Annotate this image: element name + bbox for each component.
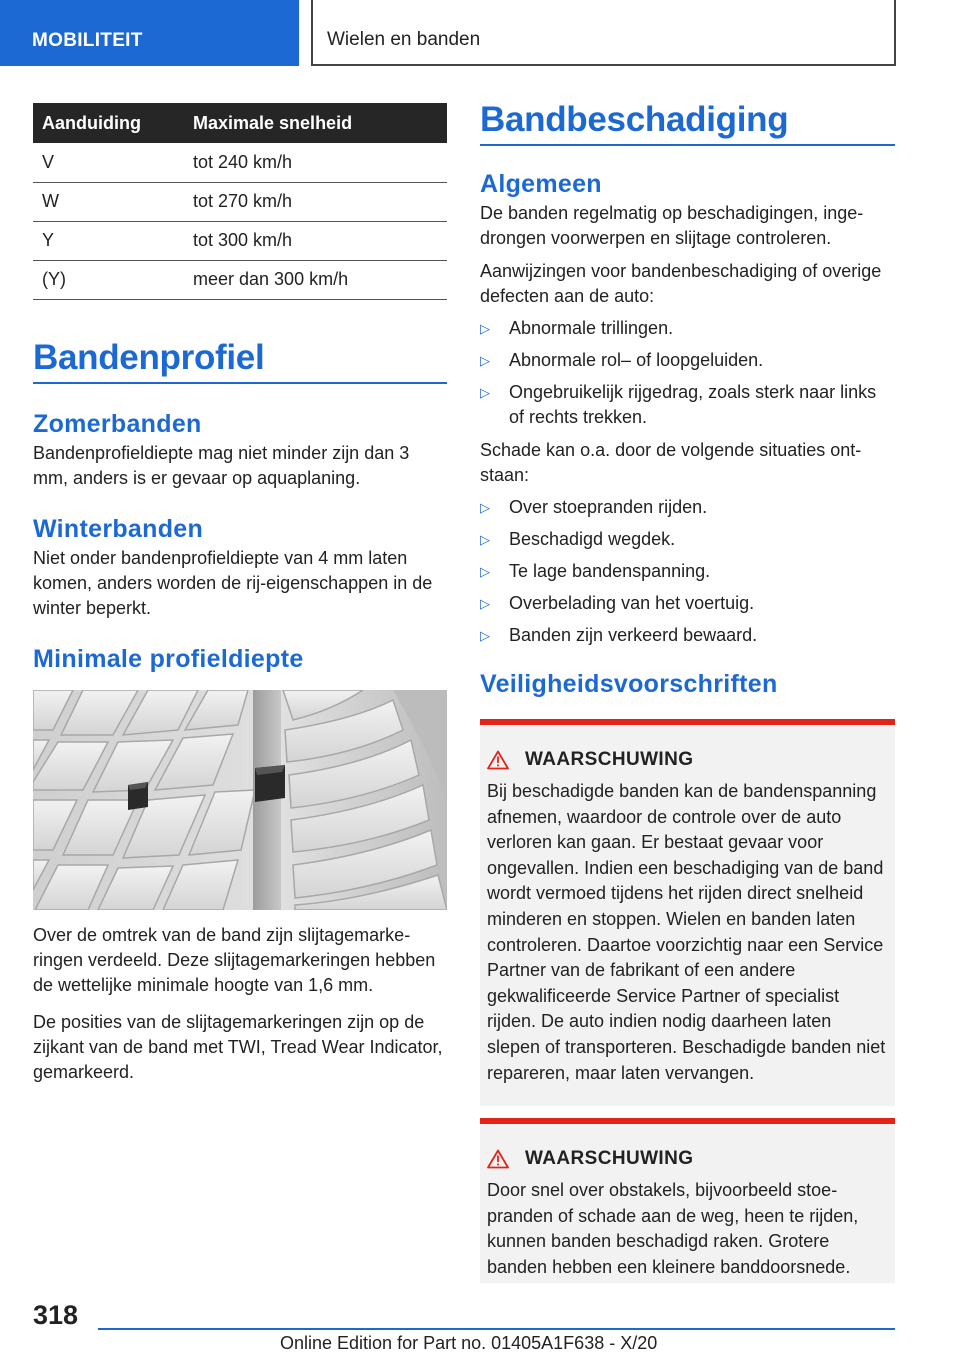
triangle-right-icon: ▷ bbox=[480, 532, 490, 547]
warning-title-text: WAARSCHUWING bbox=[525, 749, 694, 770]
table-cell: W bbox=[33, 182, 193, 221]
section-heading-damage: Bandbeschadiging bbox=[480, 100, 895, 146]
page-header bbox=[0, 0, 960, 66]
table-row bbox=[33, 221, 447, 260]
summer-tires-text: Bandenprofieldiepte mag niet minder zijn dan 3 mm, anders is er gevaar op aquaplaning. bbox=[33, 442, 410, 488]
list-item bbox=[480, 495, 895, 520]
list-item-text: Banden zijn verkeerd bewaard. bbox=[509, 625, 758, 645]
right-column bbox=[480, 100, 895, 1283]
list-item bbox=[480, 348, 895, 373]
list-item bbox=[480, 623, 895, 648]
list-item-text: Te lage bandenspanning. bbox=[509, 561, 711, 581]
list-item bbox=[480, 591, 895, 616]
footer-edition: Online Edition for Part no. 01405A1F638 - X/20 bbox=[280, 1333, 658, 1353]
warning-triangle-icon bbox=[487, 750, 509, 770]
warning-title bbox=[487, 1148, 888, 1170]
min-tread-text-2: De posities van de slijtagemarkeringen zijn op de zijkant van de band met TWI, Tread Wear Indicator, gemarkeerd. bbox=[33, 1011, 443, 1082]
triangle-right-icon: ▷ bbox=[480, 385, 490, 400]
chapter-title: Wielen en banden bbox=[311, 0, 896, 66]
tire-tread-illustration bbox=[33, 690, 447, 910]
triangle-right-icon: ▷ bbox=[480, 596, 490, 611]
subheading-general: Algemeen bbox=[480, 170, 602, 198]
warning-triangle-icon bbox=[487, 1149, 509, 1169]
subheading-safety: Veiligheidsvoorschriften bbox=[480, 670, 778, 698]
section-tab: MOBILITEIT bbox=[0, 0, 299, 66]
warning-title-text: WAARSCHUWING bbox=[525, 1148, 694, 1170]
list-item-text: Ongebruikelijk rijgedrag, zoals sterk naar links of rechts trekken. bbox=[509, 382, 877, 427]
triangle-right-icon: ▷ bbox=[480, 564, 490, 579]
warning-text: Bij beschadigde banden kan de bandenspanning afnemen, waardoor de controle over de auto verloren kan gaan. Er bestaat gevaar voor ongevallen. Indien een beschadiging van de band wordt vermoed tijdens het rijden direct snelheid minderen en stoppen. Wielen en banden laten controleren. Daartoe voorzichtig naar een Service Partner van de fabrikant of een andere gekwalificeerde Service Partner of specialist rijden. De auto indien nodig daarheen laten slepen of transporteren. Beschadigde banden niet repareren, maar laten vervangen. bbox=[487, 781, 886, 1083]
triangle-right-icon: ▷ bbox=[480, 500, 490, 515]
section-heading-profile: Bandenprofiel bbox=[33, 338, 447, 384]
speed-rating-table bbox=[33, 103, 447, 300]
table-header-row bbox=[33, 103, 447, 143]
page-number: 318 bbox=[33, 1300, 79, 1330]
subheading-winter-tires: Winterbanden bbox=[33, 514, 204, 543]
list-item bbox=[480, 380, 895, 430]
list-item-text: Beschadigd wegdek. bbox=[509, 529, 676, 549]
damage-causes-list bbox=[480, 495, 895, 648]
general-text-2: Aanwijzingen voor bandenbeschadiging of overige defecten aan de auto: bbox=[480, 261, 882, 306]
triangle-right-icon: ▷ bbox=[480, 321, 490, 336]
table-cell: tot 270 km/h bbox=[193, 182, 447, 221]
min-tread-text-1: Over de omtrek van de band zijn slijtagemarkeringen verdeeld. Deze slijtagemarkeringen hebben de wettelijke minimale hoogte van 1,6 mm. bbox=[33, 924, 436, 995]
warning-text: Door snel over obstakels, bijvoorbeeld stoepranden of schade aan de weg, heen te rijden, kunnen banden beschadigd raken. Grotere banden hebben een kleinere banddoorsnede. bbox=[487, 1180, 859, 1277]
footer-divider bbox=[98, 1328, 895, 1330]
list-item-text: Overbelading van het voertuig. bbox=[509, 593, 755, 613]
table-cell: tot 240 km/h bbox=[193, 143, 447, 182]
table-row bbox=[33, 143, 447, 182]
list-item-text: Abnormale rol– of loopgeluiden. bbox=[509, 350, 764, 370]
warning-box bbox=[480, 1118, 895, 1282]
left-column bbox=[33, 103, 447, 1085]
table-header-cell: Aanduiding bbox=[33, 103, 193, 143]
table-row bbox=[33, 182, 447, 221]
list-item bbox=[480, 559, 895, 584]
table-cell: meer dan 300 km/h bbox=[193, 260, 447, 299]
triangle-right-icon: ▷ bbox=[480, 353, 490, 368]
damage-signs-list bbox=[480, 316, 895, 430]
subheading-min-tread-depth: Minimale profieldiepte bbox=[33, 644, 304, 673]
list-item-text: Abnormale trillingen. bbox=[509, 318, 674, 338]
subheading-summer-tires: Zomerbanden bbox=[33, 409, 202, 438]
table-header-cell: Maximale snelheid bbox=[193, 103, 447, 143]
list-item bbox=[480, 527, 895, 552]
table-cell: (Y) bbox=[33, 260, 193, 299]
list-item-text: Over stoepranden rijden. bbox=[509, 497, 708, 517]
warning-title bbox=[487, 749, 888, 771]
list-item bbox=[480, 316, 895, 341]
warning-box bbox=[480, 719, 895, 1106]
winter-tires-text: Niet onder bandenprofieldiepte van 4 mm laten komen, anders worden de rij-eigenschappen in de winter beperkt. bbox=[33, 547, 433, 618]
triangle-right-icon: ▷ bbox=[480, 628, 490, 643]
table-cell: V bbox=[33, 143, 193, 182]
causes-intro-text: Schade kan o.a. door de volgende situaties ontstaan: bbox=[480, 440, 862, 485]
wear-indicator-marker bbox=[128, 782, 148, 810]
tread-wear-indicator-image bbox=[33, 690, 447, 910]
table-cell: tot 300 km/h bbox=[193, 221, 447, 260]
general-text-1: De banden regelmatig op beschadigingen, ingedrongen voorwerpen en slijtage controleren. bbox=[480, 203, 864, 248]
wear-indicator-marker bbox=[255, 765, 285, 802]
table-cell: Y bbox=[33, 221, 193, 260]
table-row bbox=[33, 260, 447, 299]
